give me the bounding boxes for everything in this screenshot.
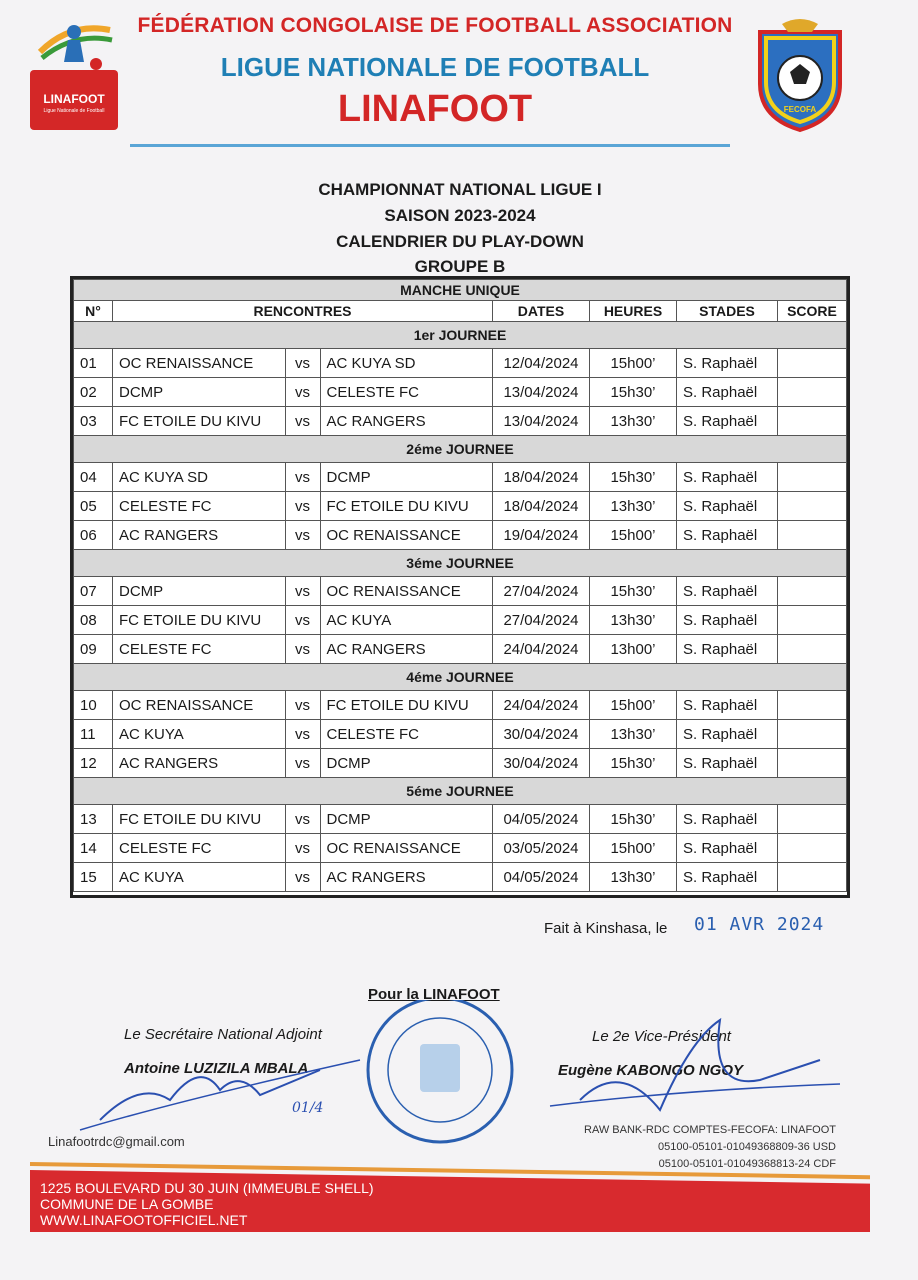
match-score — [778, 691, 847, 720]
crest-icon — [752, 14, 848, 134]
vs-label: vs — [285, 805, 320, 834]
match-time: 13h00’ — [590, 635, 677, 664]
vs-label: vs — [285, 749, 320, 778]
match-row — [74, 834, 847, 863]
bank-cdf: 05100-05101-01049368813-24 CDF — [658, 1158, 836, 1170]
home-team: AC KUYA — [113, 863, 286, 892]
match-stadium: S. Raphaël — [677, 863, 778, 892]
match-row — [74, 492, 847, 521]
fait-a-text: Fait à Kinshasa, le — [544, 920, 668, 937]
match-score — [778, 577, 847, 606]
vs-label: vs — [285, 635, 320, 664]
journee-row — [74, 436, 847, 463]
away-team: AC KUYA — [320, 606, 493, 635]
match-row — [74, 606, 847, 635]
header-row — [74, 301, 847, 322]
manche-row — [74, 280, 847, 301]
pour-linafoot: Pour la LINAFOOT — [368, 986, 500, 1003]
vs-label: vs — [285, 407, 320, 436]
match-score — [778, 492, 847, 521]
match-score — [778, 521, 847, 550]
bank-title: RAW BANK-RDC COMPTES-FECOFA: LINAFOOT — [584, 1124, 836, 1136]
schedule-table — [70, 276, 850, 898]
logo-subtext: Ligue Nationale de Football — [43, 108, 105, 114]
match-date: 18/04/2024 — [493, 463, 590, 492]
match-score — [778, 863, 847, 892]
match-date: 30/04/2024 — [493, 749, 590, 778]
date-stamp: 01 AVR 2024 — [694, 914, 825, 935]
match-row — [74, 521, 847, 550]
match-date: 30/04/2024 — [493, 720, 590, 749]
match-time: 15h00’ — [590, 691, 677, 720]
match-row — [74, 805, 847, 834]
match-row — [74, 349, 847, 378]
match-number: 02 — [74, 378, 113, 407]
linafoot-logo — [30, 22, 118, 132]
match-date: 03/05/2024 — [493, 834, 590, 863]
journee-row — [74, 664, 847, 691]
journee-label: 2éme JOURNEE — [74, 436, 847, 463]
away-team: FC ETOILE DU KIVU — [320, 492, 493, 521]
title-line-4: GROUPE B — [414, 257, 506, 276]
right-signatory-title: Le 2e Vice-Président — [592, 1028, 731, 1045]
match-number: 07 — [74, 577, 113, 606]
match-number: 03 — [74, 407, 113, 436]
away-team: FC ETOILE DU KIVU — [320, 691, 493, 720]
journee-label: 1er JOURNEE — [74, 322, 847, 349]
home-team: CELESTE FC — [113, 834, 286, 863]
match-date: 27/04/2024 — [493, 577, 590, 606]
match-time: 15h30’ — [590, 463, 677, 492]
match-score — [778, 635, 847, 664]
match-score — [778, 834, 847, 863]
col-dates: DATES — [493, 301, 590, 322]
match-row — [74, 577, 847, 606]
logo-text: LINAFOOT — [43, 92, 105, 106]
away-team: DCMP — [320, 805, 493, 834]
match-number: 01 — [74, 349, 113, 378]
match-score — [778, 407, 847, 436]
contact-email: Linafootrdc@gmail.com — [48, 1134, 185, 1149]
match-stadium: S. Raphaël — [677, 349, 778, 378]
match-score — [778, 378, 847, 407]
match-score — [778, 463, 847, 492]
match-time: 15h00’ — [590, 349, 677, 378]
home-team: FC ETOILE DU KIVU — [113, 407, 286, 436]
match-date: 13/04/2024 — [493, 378, 590, 407]
home-team: AC KUYA — [113, 720, 286, 749]
match-time: 13h30’ — [590, 720, 677, 749]
match-number: 12 — [74, 749, 113, 778]
match-time: 15h30’ — [590, 805, 677, 834]
vs-label: vs — [285, 720, 320, 749]
match-date: 27/04/2024 — [493, 606, 590, 635]
journee-label: 4éme JOURNEE — [74, 664, 847, 691]
match-number: 04 — [74, 463, 113, 492]
match-date: 04/05/2024 — [493, 805, 590, 834]
match-time: 15h00’ — [590, 834, 677, 863]
journee-row — [74, 550, 847, 577]
match-stadium: S. Raphaël — [677, 720, 778, 749]
match-score — [778, 749, 847, 778]
vs-label: vs — [285, 492, 320, 521]
away-team: AC RANGERS — [320, 863, 493, 892]
match-number: 13 — [74, 805, 113, 834]
away-team: OC RENAISSANCE — [320, 577, 493, 606]
away-team: DCMP — [320, 749, 493, 778]
vs-label: vs — [285, 463, 320, 492]
match-date: 24/04/2024 — [493, 635, 590, 664]
match-stadium: S. Raphaël — [677, 407, 778, 436]
manche-label: MANCHE UNIQUE — [74, 280, 847, 301]
away-team: AC KUYA SD — [320, 349, 493, 378]
match-row — [74, 720, 847, 749]
away-team: OC RENAISSANCE — [320, 521, 493, 550]
match-score — [778, 805, 847, 834]
match-time: 13h30’ — [590, 407, 677, 436]
match-row — [74, 863, 847, 892]
away-team: CELESTE FC — [320, 378, 493, 407]
away-team: DCMP — [320, 463, 493, 492]
match-row — [74, 463, 847, 492]
match-score — [778, 349, 847, 378]
home-team: FC ETOILE DU KIVU — [113, 606, 286, 635]
match-row — [74, 407, 847, 436]
match-time: 13h30’ — [590, 606, 677, 635]
match-stadium: S. Raphaël — [677, 463, 778, 492]
journee-label: 5éme JOURNEE — [74, 778, 847, 805]
home-team: CELESTE FC — [113, 635, 286, 664]
vs-label: vs — [285, 378, 320, 407]
away-team: CELESTE FC — [320, 720, 493, 749]
left-signatory-name: Antoine LUZIZILA MBALA — [124, 1060, 309, 1077]
match-number: 09 — [74, 635, 113, 664]
col-stades: STADES — [677, 301, 778, 322]
match-date: 12/04/2024 — [493, 349, 590, 378]
vs-label: vs — [285, 863, 320, 892]
match-score — [778, 606, 847, 635]
left-signatory-title: Le Secrétaire National Adjoint — [124, 1026, 322, 1043]
match-date: 19/04/2024 — [493, 521, 590, 550]
match-stadium: S. Raphaël — [677, 805, 778, 834]
away-team: OC RENAISSANCE — [320, 834, 493, 863]
match-number: 06 — [74, 521, 113, 550]
crest-text: FECOFA — [783, 105, 817, 114]
vs-label: vs — [285, 349, 320, 378]
home-team: CELESTE FC — [113, 492, 286, 521]
vs-label: vs — [285, 577, 320, 606]
match-time: 13h30’ — [590, 863, 677, 892]
right-signatory-name: Eugène KABONGO NGOY — [558, 1062, 744, 1079]
header-divider — [130, 144, 730, 147]
match-stadium: S. Raphaël — [677, 521, 778, 550]
away-team: AC RANGERS — [320, 407, 493, 436]
home-team: AC RANGERS — [113, 521, 286, 550]
bank-info — [560, 1122, 836, 1173]
away-team: AC RANGERS — [320, 635, 493, 664]
match-time: 15h30’ — [590, 378, 677, 407]
home-team: DCMP — [113, 378, 286, 407]
match-score — [778, 720, 847, 749]
vs-label: vs — [285, 521, 320, 550]
match-date: 24/04/2024 — [493, 691, 590, 720]
match-number: 11 — [74, 720, 113, 749]
league-title: LIGUE NATIONALE DE FOOTBALL — [220, 52, 650, 82]
player-icon — [30, 22, 118, 72]
home-team: AC KUYA SD — [113, 463, 286, 492]
footer-line-2: COMMUNE DE LA GOMBE — [40, 1196, 214, 1212]
match-number: 15 — [74, 863, 113, 892]
match-time: 15h30’ — [590, 577, 677, 606]
match-stadium: S. Raphaël — [677, 378, 778, 407]
journee-row — [74, 778, 847, 805]
vs-label: vs — [285, 606, 320, 635]
match-number: 05 — [74, 492, 113, 521]
logo-plate — [30, 70, 118, 130]
match-row — [74, 635, 847, 664]
home-team: OC RENAISSANCE — [113, 691, 286, 720]
match-row — [74, 749, 847, 778]
match-date: 13/04/2024 — [493, 407, 590, 436]
handwritten-note: 01/4 — [292, 1100, 324, 1116]
home-team: DCMP — [113, 577, 286, 606]
match-stadium: S. Raphaël — [677, 691, 778, 720]
footer-line-3: WWW.LINAFOOTOFFICIEL.NET — [40, 1212, 248, 1228]
federation-title: FÉDÉRATION CONGOLAISE DE FOOTBALL ASSOCIATION — [137, 14, 733, 37]
right-signature — [580, 1020, 820, 1110]
match-number: 14 — [74, 834, 113, 863]
match-time: 15h30’ — [590, 749, 677, 778]
match-stadium: S. Raphaël — [677, 606, 778, 635]
home-team: FC ETOILE DU KIVU — [113, 805, 286, 834]
match-time: 15h00’ — [590, 521, 677, 550]
match-date: 04/05/2024 — [493, 863, 590, 892]
bank-usd: 05100-05101-01049368809-36 USD — [658, 1141, 836, 1153]
match-stadium: S. Raphaël — [677, 834, 778, 863]
match-time: 13h30’ — [590, 492, 677, 521]
footer-line-1: 1225 BOULEVARD DU 30 JUIN (IMMEUBLE SHELL) — [40, 1180, 374, 1196]
col-num: N° — [74, 301, 113, 322]
journee-label: 3éme JOURNEE — [74, 550, 847, 577]
title-line-1: CHAMPIONNAT NATIONAL LIGUE I — [318, 180, 602, 199]
match-number: 10 — [74, 691, 113, 720]
col-heures: HEURES — [590, 301, 677, 322]
match-date: 18/04/2024 — [493, 492, 590, 521]
match-row — [74, 378, 847, 407]
league-short-title: LINAFOOT — [337, 88, 533, 130]
journee-row — [74, 322, 847, 349]
home-team: AC RANGERS — [113, 749, 286, 778]
match-stadium: S. Raphaël — [677, 577, 778, 606]
match-number: 08 — [74, 606, 113, 635]
vs-label: vs — [285, 691, 320, 720]
match-stadium: S. Raphaël — [677, 749, 778, 778]
match-stadium: S. Raphaël — [677, 492, 778, 521]
match-stadium: S. Raphaël — [677, 635, 778, 664]
footer-address — [40, 1180, 374, 1228]
fecofa-crest — [752, 14, 848, 134]
col-score: SCORE — [778, 301, 847, 322]
col-rencontres: RENCONTRES — [113, 301, 493, 322]
home-team: OC RENAISSANCE — [113, 349, 286, 378]
match-row — [74, 691, 847, 720]
title-line-3: CALENDRIER DU PLAY-DOWN — [336, 232, 584, 251]
title-line-2: SAISON 2023-2024 — [384, 206, 536, 225]
vs-label: vs — [285, 834, 320, 863]
